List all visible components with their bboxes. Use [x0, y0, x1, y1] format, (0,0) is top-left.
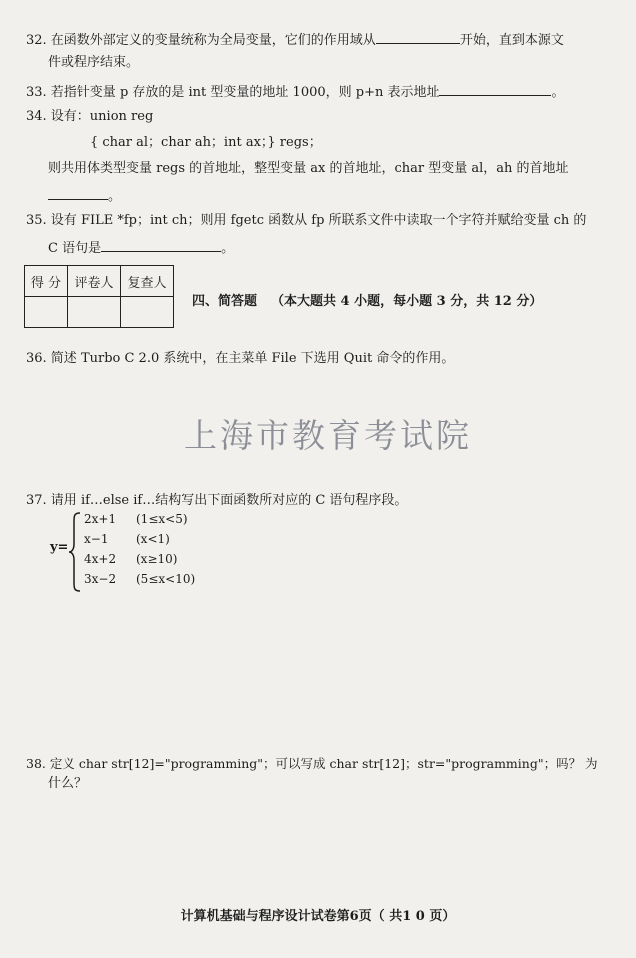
question-35: 35. 设有 FILE *fp；int ch；则用 fgetc 函数从 fp 所联系文件中读取一个字符并赋给变量 ch 的	[26, 213, 587, 228]
question-36: 36. 简述 Turbo C 2.0 系统中，在主菜单 File 下选用 Quit 命令的作用。	[26, 351, 455, 366]
q32-blank[interactable]	[376, 30, 460, 44]
q33-text: 33. 若指针变量 p 存放的是 int 型变量的地址 1000，则 p+n 表示地址	[26, 85, 440, 100]
case-row	[84, 532, 170, 546]
q38-line2: 什么？	[48, 776, 88, 791]
watermark: 上海市教育考试院	[184, 416, 472, 455]
grader-header: 评卷人	[68, 266, 121, 297]
case-expr: x−1	[84, 532, 109, 546]
section-heading	[192, 290, 542, 309]
case-expr: 4x+2	[84, 552, 117, 566]
q35-suffix: 。	[221, 241, 235, 256]
score-header: 得 分	[25, 266, 68, 297]
q33-suffix: 。	[551, 85, 565, 100]
case-row	[84, 572, 196, 586]
case-cond: (5≤x<10)	[136, 572, 196, 586]
score-cell[interactable]	[25, 297, 68, 328]
q34-union-body: { char al；char ah；int ax；} regs；	[90, 135, 322, 150]
section-title: 四、简答题	[192, 294, 258, 309]
case-row	[84, 552, 178, 566]
case-expr: 3x−2	[84, 572, 117, 586]
case-row	[84, 512, 188, 526]
case-cond: (x<1)	[136, 532, 170, 546]
question-38: 38. 定义 char str[12]="programming"；可以写成 char str[12]；str="programming"；吗？ 为	[26, 756, 598, 771]
question-33	[26, 82, 565, 102]
question-32	[26, 30, 564, 50]
score-table	[24, 265, 174, 328]
q34-blank[interactable]	[48, 186, 108, 200]
q32-text-suffix: 开始，直到本源文	[459, 33, 564, 48]
q33-blank[interactable]	[439, 82, 551, 96]
q34-answer-line	[48, 186, 121, 206]
q34-suffix: 。	[108, 189, 122, 204]
reviewer-cell[interactable]	[121, 297, 174, 328]
case-expr: 2x+1	[84, 512, 117, 526]
grader-cell[interactable]	[68, 297, 121, 328]
q35-text: C 语句是	[48, 241, 102, 256]
q32-text: 32. 在函数外部定义的变量统称为全局变量，它们的作用域从	[26, 33, 376, 48]
case-cond: (x≥10)	[136, 552, 178, 566]
question-34: 34. 设有：union reg	[26, 109, 154, 124]
q32-line2: 件或程序结束。	[48, 55, 140, 70]
q35-line2	[48, 238, 234, 258]
page-footer: 计算机基础与程序设计试卷第6页（ 共1 0 页）	[180, 909, 456, 924]
q35-blank[interactable]	[101, 238, 221, 252]
y-label: y=	[50, 540, 69, 555]
q34-line3: 则共用体类型变量 regs 的首地址，整型变量 ax 的首地址，char 型变量 al，ah 的首地址	[48, 161, 569, 176]
reviewer-header: 复查人	[121, 266, 174, 297]
section-note: （本大题共 4 小题，每小题 3 分，共 12 分）	[271, 294, 543, 309]
question-37: 37. 请用 if…else if…结构写出下面函数所对应的 C 语句程序段。	[26, 493, 408, 508]
case-cond: (1≤x<5)	[136, 512, 188, 526]
left-brace-icon	[68, 512, 82, 592]
